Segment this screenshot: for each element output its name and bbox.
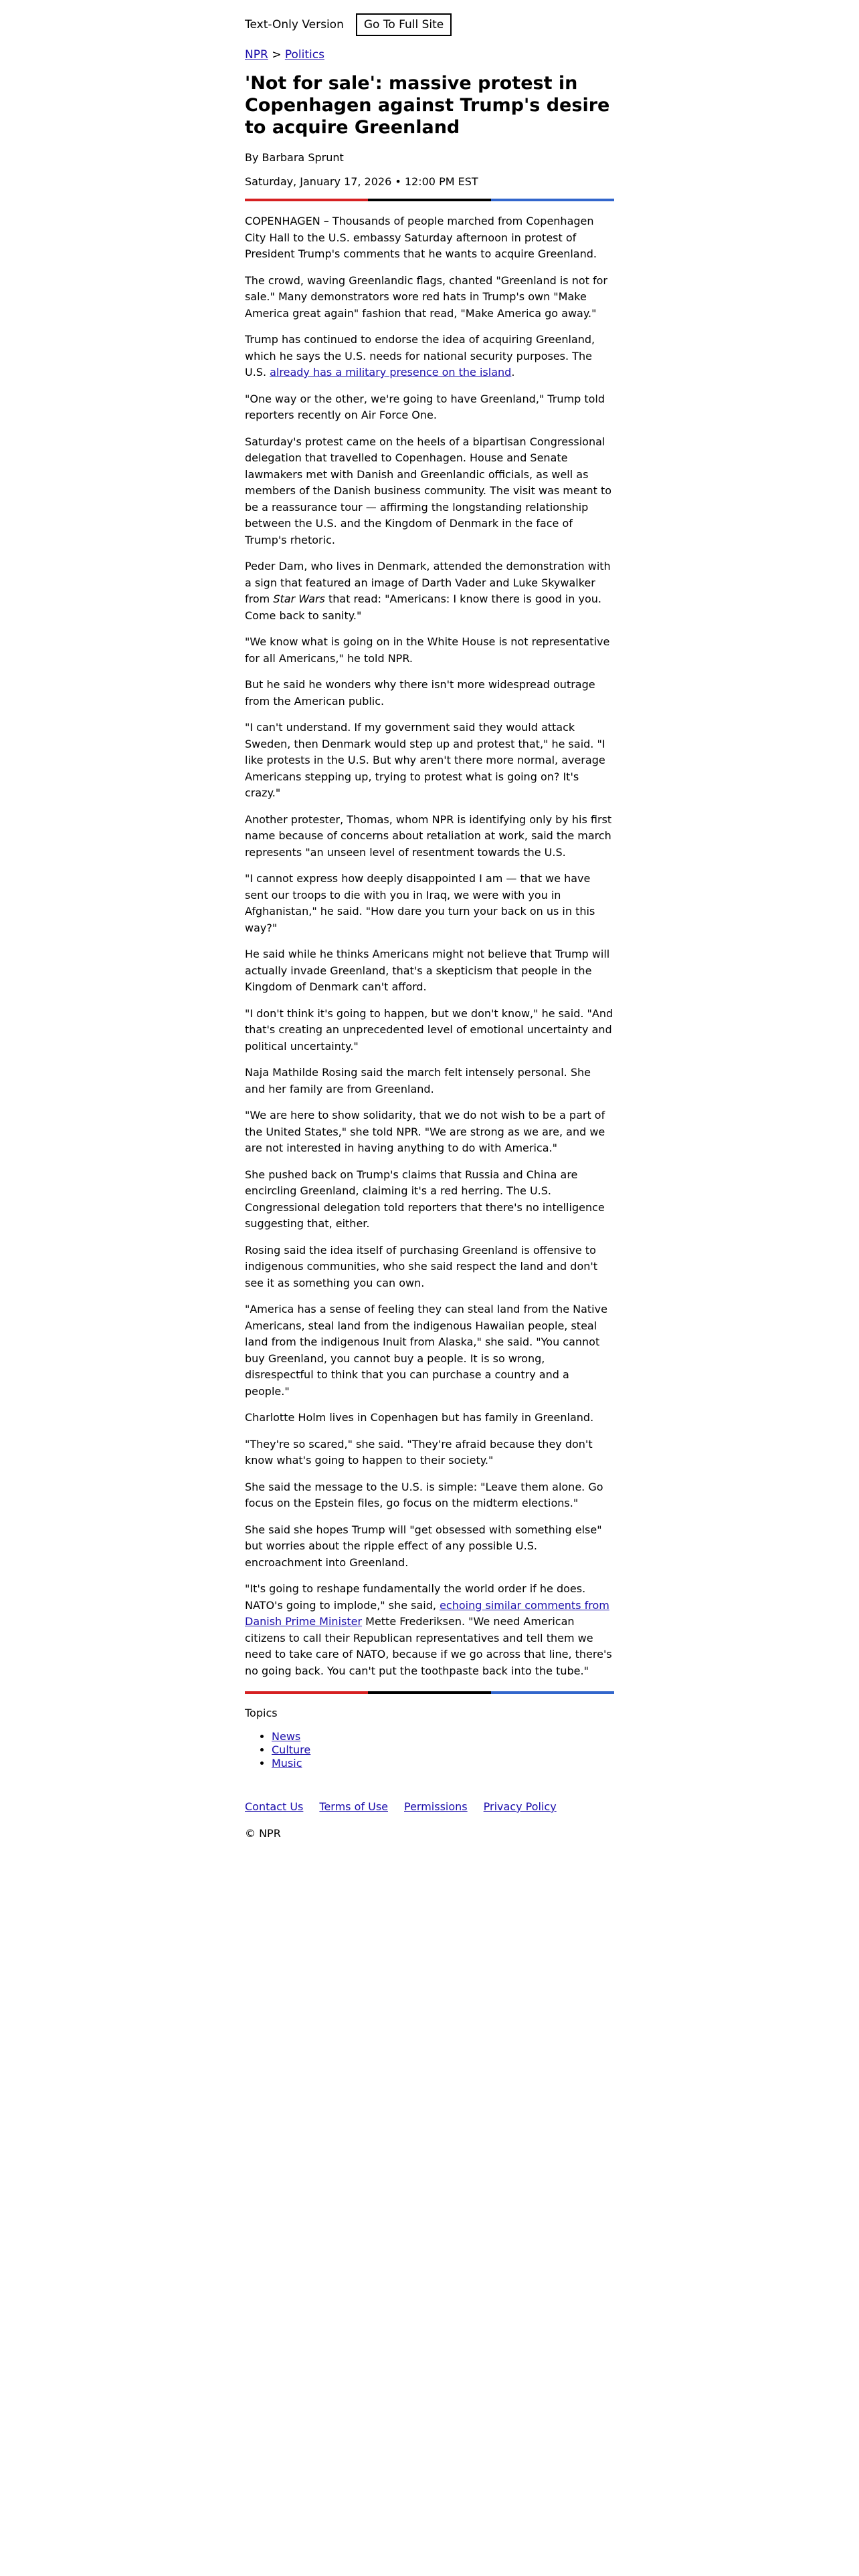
article-paragraph: Rosing said the idea itself of purchasing Greenland is offensive to indigenous communities, who she said respect the land and don't see it as something you can own.: [245, 1243, 598, 1289]
article-paragraph: [245, 1581, 614, 1679]
content-column: [245, 0, 614, 1841]
article-paragraph: She said the message to the U.S. is simple: "Leave them alone. Go focus on the Epstein files, go focus on the midterm elections.": [245, 1480, 603, 1509]
topic-item: [272, 1757, 614, 1770]
topics-heading: Topics: [245, 1707, 278, 1719]
article-paragraph: "They're so scared," she said. "They're afraid because they don't know what's going to happen to their society.": [245, 1437, 593, 1467]
article-date: Saturday, January 17, 2026 • 12:00 PM EST: [245, 175, 478, 188]
paragraph-text: .: [511, 366, 515, 379]
color-divider-bottom: [245, 1691, 614, 1694]
topic-item: [272, 1730, 614, 1743]
article-paragraph: [245, 558, 614, 624]
article-headline: 'Not for sale': massive protest in Copenhagen against Trump's desire to acquire Greenland: [245, 73, 610, 138]
topics-list: [245, 1730, 614, 1770]
article-paragraph: She pushed back on Trump's claims that Russia and China are encircling Greenland, claiming it's a red herring. The U.S. Congressional delegation told reporters that there's no intelligence suggesting that, either.: [245, 1168, 605, 1230]
footer-links: [245, 1800, 614, 1814]
go-to-full-site-button[interactable]: Go To Full Site: [356, 13, 452, 36]
topic-music-link[interactable]: Music: [272, 1757, 302, 1769]
paragraph-text: that read: "Americans: I know there is good in you. Come back to sanity.": [245, 593, 601, 622]
breadcrumb-separator: >: [272, 48, 282, 62]
footer-permissions-link[interactable]: Permissions: [404, 1800, 468, 1813]
paragraph-text: "It's going to reshape fundamentally the world order if he does. NATO's going to implode," she said,: [245, 1582, 586, 1612]
divider-blue: [491, 1691, 614, 1694]
footer-terms-of-use-link[interactable]: Terms of Use: [319, 1800, 388, 1813]
article-paragraph: Saturday's protest came on the heels of a bipartisan Congressional delegation that travelled to Copenhagen. House and Senate lawmakers met with Danish and Greenlandic officials, as well as members of the Danish business community. The visit was meant to be a reassurance tour — affirming the longstanding relationship between the U.S. and the Kingdom of Denmark in the face of Trump's rhetoric.: [245, 435, 612, 546]
article-paragraph: "I can't understand. If my government said they would attack Sweden, then Denmark would step up and protest that," he said. "I like protests in the U.S. But why aren't there more normal, average Americans stepping up, trying to protest what is going on? It's crazy.": [245, 721, 605, 799]
paragraph-text: Mette Frederiksen. "We need American citizens to call their Republican representatives and tell them we need to take care of NATO, because if we go across that line, there's no going back. You can't put the toothpaste back into the tube.": [245, 1615, 612, 1677]
topic-item: [272, 1743, 614, 1757]
copyright-text: © NPR: [245, 1827, 281, 1840]
footer-privacy-policy-link[interactable]: Privacy Policy: [483, 1800, 557, 1813]
divider-red: [245, 199, 368, 201]
article-paragraph: She said she hopes Trump will "get obsessed with something else" but worries about the ripple effect of any possible U.S. encroachment into Greenland.: [245, 1523, 602, 1569]
color-divider: [245, 199, 614, 201]
divider-red: [245, 1691, 368, 1694]
breadcrumb: [245, 47, 614, 63]
divider-black: [368, 199, 491, 201]
top-bar: [245, 0, 614, 41]
article-paragraph: "We know what is going on in the White House is not representative for all Americans," he told NPR.: [245, 635, 610, 665]
footer-contact-us-link[interactable]: Contact Us: [245, 1800, 304, 1813]
divider-blue: [491, 199, 614, 201]
article-paragraph: "I cannot express how deeply disappointed I am — that we have sent our troops to die with you in Iraq, we were with you in Afghanistan," he said. "How dare you turn your back on us in this way?": [245, 872, 595, 934]
article-paragraph: COPENHAGEN – Thousands of people marched from Copenhagen City Hall to the U.S. embassy Saturday afternoon in protest of President Trump's comments that he wants to acquire Greenland.: [245, 215, 597, 260]
article-byline: By Barbara Sprunt: [245, 151, 344, 164]
article-paragraph: He said while he thinks Americans might not believe that Trump will actually invade Greenland, that's a skepticism that people in the Kingdom of Denmark can't afford.: [245, 948, 610, 993]
divider-black: [368, 1691, 491, 1694]
paragraph-text: Trump has continued to endorse the idea of acquiring Greenland, which he says the U.S. needs for national security purposes. The U.S.: [245, 333, 595, 379]
breadcrumb-politics-link[interactable]: Politics: [284, 48, 324, 62]
paragraph-text: Peder Dam, who lives in Denmark, attended the demonstration with a sign that featured an image of Darth Vader and Luke Skywalker from: [245, 560, 611, 605]
star-wars-title: Star Wars: [273, 593, 325, 605]
breadcrumb-npr-link[interactable]: NPR: [245, 48, 268, 62]
article-paragraph: The crowd, waving Greenlandic flags, chanted "Greenland is not for sale." Many demonstrators wore red hats in Trump's own "Make America great again" fashion that read, "Make America go away.": [245, 274, 607, 320]
topic-culture-link[interactable]: Culture: [272, 1743, 311, 1756]
military-presence-link[interactable]: already has a military presence on the island: [270, 366, 512, 379]
article-paragraph: "I don't think it's going to happen, but we don't know," he said. "And that's creating an unprecedented level of emotional uncertainty and political uncertainty.": [245, 1006, 613, 1053]
article-paragraph: Another protester, Thomas, whom NPR is identifying only by his first name because of concerns about retaliation at work, said the march represents "an unseen level of resentment towards the U.S.: [245, 813, 612, 859]
article-paragraph: Naja Mathilde Rosing said the march felt intensely personal. She and her family are from Greenland.: [245, 1066, 591, 1095]
article-paragraph: "We are here to show solidarity, that we do not wish to be a part of the United States," she told NPR. "We are strong as we are, and we are not interested in having anything to do with America.": [245, 1109, 605, 1154]
text-only-label: Text-Only Version: [245, 18, 344, 31]
article-paragraph: But he said he wonders why there isn't more widespread outrage from the American public.: [245, 678, 595, 708]
article-paragraph: [245, 332, 614, 381]
article-paragraph: "One way or the other, we're going to have Greenland," Trump told reporters recently on Air Force One.: [245, 392, 605, 421]
danish-prime-minister-link[interactable]: echoing similar comments from Danish Prime Minister: [245, 1598, 609, 1628]
article-paragraph: "America has a sense of feeling they can steal land from the Native Americans, steal land from the indigenous Hawaiian people, steal land from the indigenous Inuit from Alaska," she said. "You cannot buy Greenland, you cannot buy a people. It is so wrong, disrespectful to think that you can purchase a country and a people.": [245, 1303, 607, 1398]
topic-news-link[interactable]: News: [272, 1730, 301, 1743]
article-body: [245, 213, 614, 1679]
article-paragraph: Charlotte Holm lives in Copenhagen but has family in Greenland.: [245, 1411, 594, 1424]
